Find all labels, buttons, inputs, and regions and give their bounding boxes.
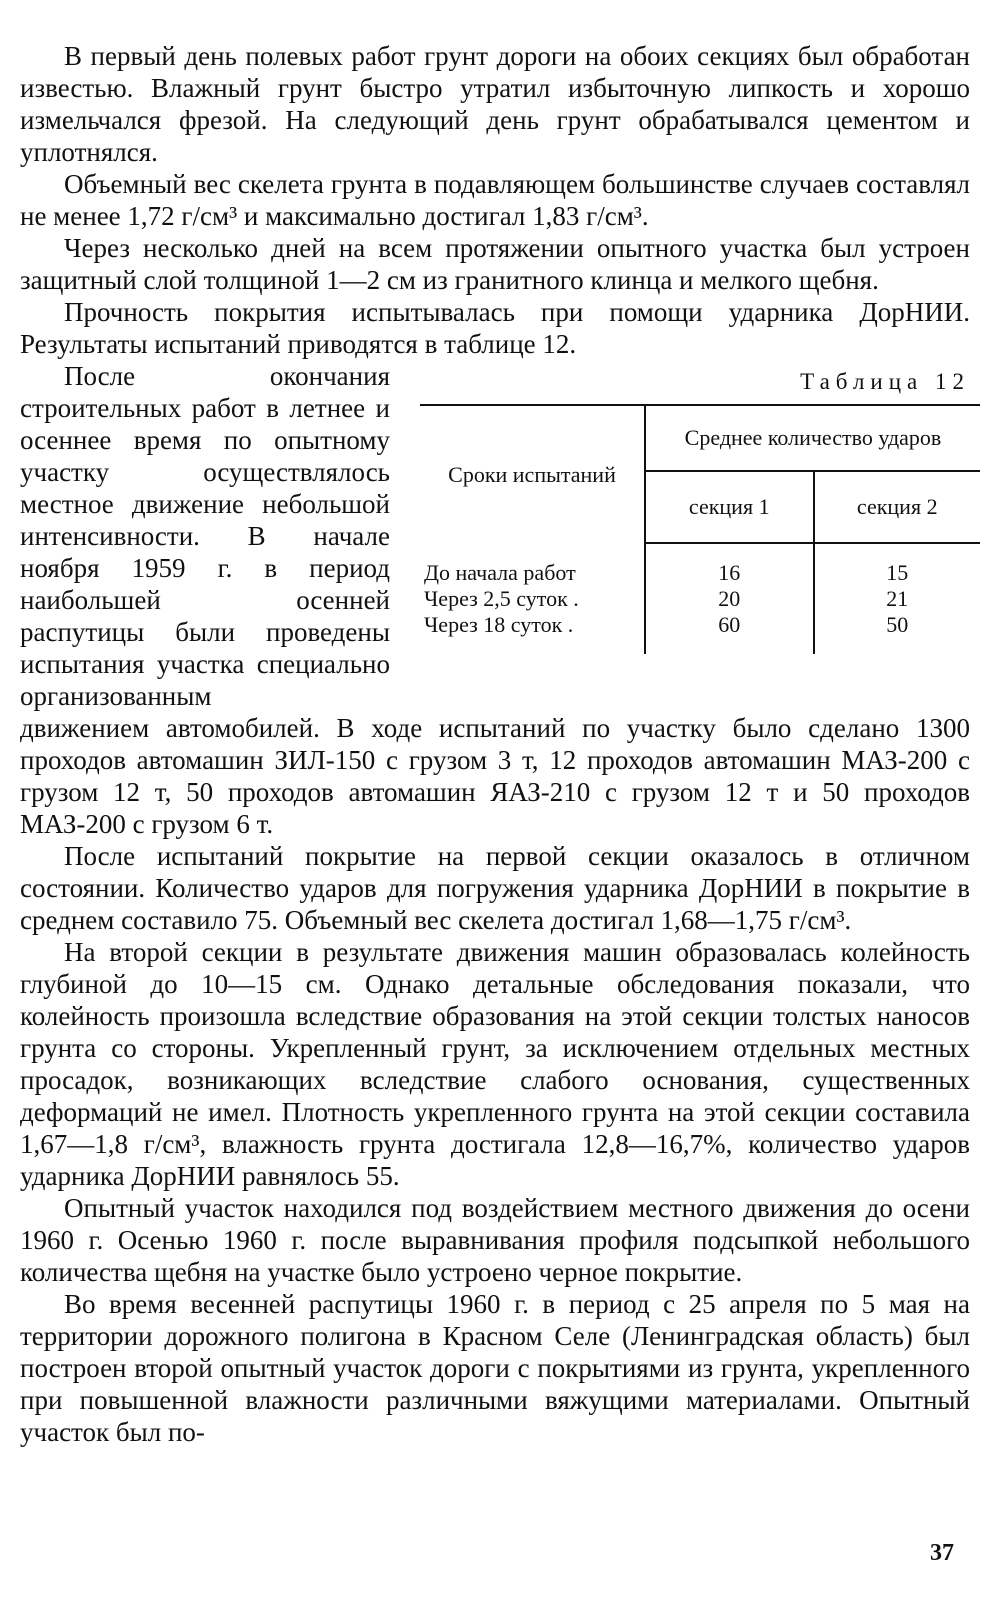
table-cell: 20: [718, 586, 741, 611]
paragraph: В первый день полевых работ грунт дороги на обоих секциях был обработан известью. Влажный грунт быстро утратил избыточную липкость и хорошо измельчался фрезой. На следующий день грунт обрабатывался цементом и уплотнялся.: [20, 41, 970, 167]
table-col-section-2: [814, 543, 981, 654]
paragraph: Прочность покрытия испытывалась при помощи ударника ДорНИИ. Результаты испытаний приводятся в таблице 12.: [20, 297, 970, 359]
table-col-section-1: [645, 543, 814, 654]
table-cell: 60: [718, 612, 741, 637]
paragraph: Во время весенней распутицы 1960 г. в период с 25 апреля по 5 мая на территории дорожного полигона в Красном Селе (Ленинградская область) был построен второй опытный участок дороги с покрытиями из грунта, укрепленного при повышенной влажности различными вяжущими материалами. Опытный участок был по-: [20, 1289, 970, 1447]
table-cell: 15: [886, 560, 909, 585]
table-cell: 21: [886, 586, 909, 611]
table-12: [420, 360, 980, 654]
table-caption: Таблица 12: [800, 369, 970, 394]
paragraph: Опытный участок находился под воздействием местного движения до осени 1960 г. Осенью 1960 г. после выравнивания профиля подсыпкой небольшого количества щебня на участке было устроено черное покрытие.: [20, 1193, 970, 1287]
table-row-label: Через 2,5 суток .: [424, 585, 579, 611]
table-row-label: До начала работ: [424, 559, 576, 585]
table-cell: 16: [718, 560, 741, 585]
results-table: [420, 404, 980, 654]
page-number: 37: [930, 1540, 954, 1566]
wrapped-text-column: [20, 360, 390, 712]
paragraph: Объемный вес скелета грунта в подавляющем большинстве случаев составлял не менее 1,72 г/см³ и максимально достигал 1,83 г/см³.: [20, 169, 970, 231]
paragraph: На второй секции в результате движения машин образовалась колейность глубиной до 10—15 см. Однако детальные обследования показали, что колейность произошла вследствие образования на этой секции толстых наносов грунта со стороны. Укрепленный грунт, за исключением отдельных местных просадок, возникающих вследствие слабого основания, существенных деформаций не имел. Плотность укрепленного грунта на этой секции составила 1,67—1,8 г/см³, влажность грунта достигала 12,8—16,7%, количество ударов ударника ДорНИИ равнялось 55.: [20, 937, 970, 1191]
table-row-label: Через 18 суток .: [424, 611, 574, 637]
text-table-wrap: [20, 360, 970, 712]
paragraph: После испытаний покрытие на первой секции оказалось в отличном состоянии. Количество ударов для погружения ударника ДорНИИ в покрытие в среднем составило 75. Объемный вес скелета достигал 1,68—1,75 г/см³.: [20, 841, 970, 935]
table-row-labels: [420, 543, 645, 654]
paragraph-continuation: движением автомобилей. В ходе испытаний по участку было сделано 1300 проходов автомашин ЗИЛ-150 с грузом 3 т, 12 проходов автомашин МАЗ-200 с грузом 12 т, 50 проходов автомашин ЯАЗ-210 с грузом 12 т и 50 проходов МАЗ-200 с грузом 6 т.: [20, 713, 970, 839]
paragraph: Через несколько дней на всем протяжении опытного участка был устроен защитный слой толщиной 1—2 см из гранитного клинца и мелкого щебня.: [20, 233, 970, 295]
col-header-avg-hits: Среднее количество ударов: [645, 405, 980, 471]
col-header-section-2: секция 2: [814, 471, 981, 543]
col-header-test-time: Сроки испытаний: [420, 405, 645, 543]
document-page: [20, 40, 970, 1448]
paragraph: После окончания строительных работ в летнее и осеннее время по опытному участку осуществлялось местное движение небольшой интенсивности. В начале ноября 1959 г. в период наибольшей осенней распутицы были проведены испытания участка специально организованным: [20, 361, 390, 711]
table-cell: 50: [886, 612, 909, 637]
col-header-section-1: секция 1: [645, 471, 814, 543]
